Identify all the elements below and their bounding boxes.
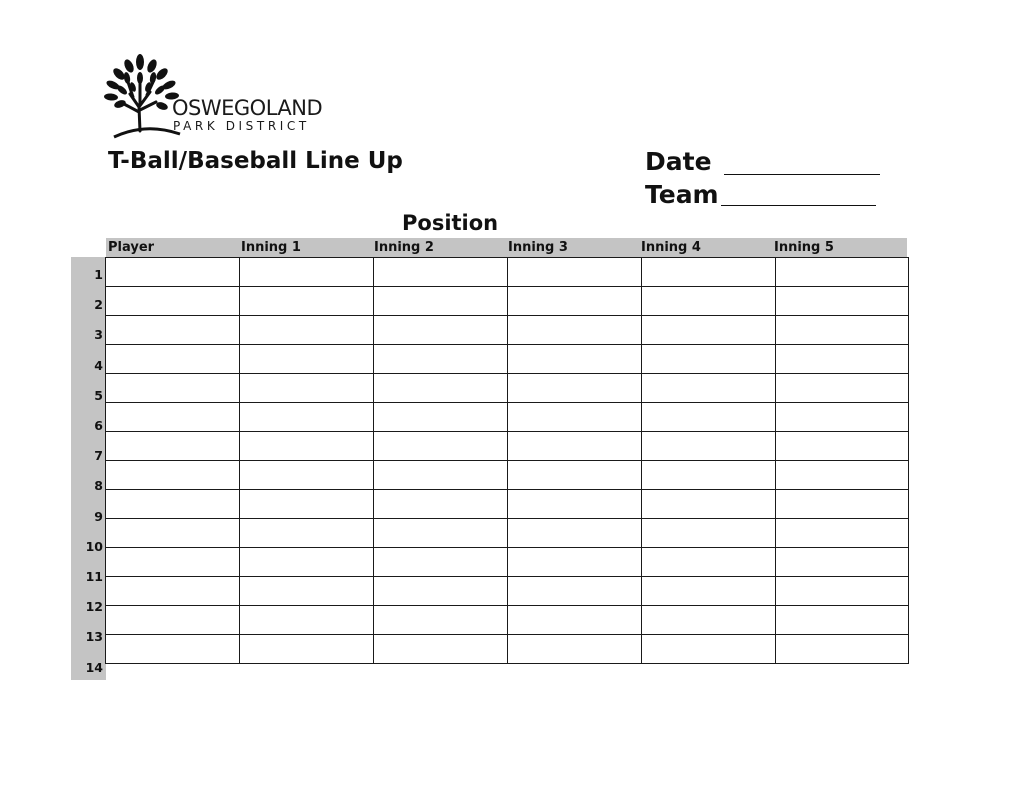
lineup-table — [105, 257, 909, 664]
cell-inning-3[interactable] — [508, 432, 642, 461]
table-row — [106, 432, 909, 461]
row-number: 13 — [85, 629, 103, 645]
row-number: 9 — [94, 508, 103, 524]
table-row — [106, 345, 909, 374]
cell-player[interactable] — [106, 606, 240, 635]
cell-player[interactable] — [106, 345, 240, 374]
column-header-inning-1: Inning 1 — [241, 240, 301, 255]
table-row — [106, 519, 909, 548]
cell-inning-3[interactable] — [508, 635, 642, 664]
cell-inning-2[interactable] — [374, 606, 508, 635]
row-number: 5 — [94, 387, 103, 403]
cell-inning-3[interactable] — [508, 345, 642, 374]
column-header-player: Player — [108, 240, 155, 255]
column-header-inning-3: Inning 3 — [508, 240, 568, 255]
cell-inning-3[interactable] — [508, 374, 642, 403]
cell-inning-1[interactable] — [240, 374, 374, 403]
cell-inning-4[interactable] — [642, 432, 776, 461]
cell-inning-1[interactable] — [240, 287, 374, 316]
cell-inning-4[interactable] — [642, 403, 776, 432]
cell-inning-5[interactable] — [776, 490, 909, 519]
cell-inning-5[interactable] — [776, 316, 909, 345]
cell-inning-4[interactable] — [642, 287, 776, 316]
cell-player[interactable] — [106, 577, 240, 606]
cell-inning-1[interactable] — [240, 606, 374, 635]
cell-inning-2[interactable] — [374, 577, 508, 606]
cell-inning-1[interactable] — [240, 635, 374, 664]
date-label: Date — [645, 147, 712, 176]
cell-inning-2[interactable] — [374, 548, 508, 577]
cell-inning-5[interactable] — [776, 374, 909, 403]
cell-inning-3[interactable] — [508, 287, 642, 316]
cell-inning-4[interactable] — [642, 490, 776, 519]
row-number: 8 — [94, 478, 103, 494]
cell-player[interactable] — [106, 461, 240, 490]
cell-inning-5[interactable] — [776, 403, 909, 432]
cell-player[interactable] — [106, 374, 240, 403]
cell-inning-3[interactable] — [508, 461, 642, 490]
table-row — [106, 461, 909, 490]
table-row — [106, 258, 909, 287]
cell-inning-4[interactable] — [642, 519, 776, 548]
cell-inning-1[interactable] — [240, 490, 374, 519]
cell-inning-3[interactable] — [508, 490, 642, 519]
cell-inning-2[interactable] — [374, 287, 508, 316]
cell-player[interactable] — [106, 635, 240, 664]
cell-inning-3[interactable] — [508, 577, 642, 606]
cell-inning-4[interactable] — [642, 577, 776, 606]
cell-inning-3[interactable] — [508, 519, 642, 548]
position-heading: Position — [402, 211, 499, 235]
cell-inning-5[interactable] — [776, 548, 909, 577]
team-field-line[interactable] — [721, 205, 876, 206]
table-row — [106, 403, 909, 432]
cell-inning-1[interactable] — [240, 403, 374, 432]
cell-inning-1[interactable] — [240, 461, 374, 490]
cell-inning-4[interactable] — [642, 635, 776, 664]
cell-inning-3[interactable] — [508, 316, 642, 345]
row-number: 11 — [85, 569, 103, 584]
cell-inning-3[interactable] — [508, 548, 642, 577]
team-label: Team — [645, 180, 719, 209]
date-field-line[interactable] — [724, 174, 880, 175]
cell-inning-5[interactable] — [776, 287, 909, 316]
cell-inning-1[interactable] — [240, 577, 374, 606]
table-row — [106, 490, 909, 519]
row-number: 10 — [85, 538, 103, 554]
cell-inning-3[interactable] — [508, 403, 642, 432]
cell-inning-4[interactable] — [642, 345, 776, 374]
column-header-inning-4: Inning 4 — [641, 240, 701, 255]
cell-inning-2[interactable] — [374, 519, 508, 548]
cell-inning-4[interactable] — [642, 548, 776, 577]
cell-inning-2[interactable] — [374, 635, 508, 664]
cell-inning-2[interactable] — [374, 490, 508, 519]
cell-inning-2[interactable] — [374, 374, 508, 403]
table-row — [106, 548, 909, 577]
cell-inning-5[interactable] — [776, 258, 909, 287]
cell-inning-2[interactable] — [374, 345, 508, 374]
cell-inning-1[interactable] — [240, 519, 374, 548]
cell-inning-5[interactable] — [776, 432, 909, 461]
cell-inning-5[interactable] — [776, 519, 909, 548]
cell-inning-5[interactable] — [776, 461, 909, 490]
cell-player[interactable] — [106, 287, 240, 316]
table-row — [106, 577, 909, 606]
table-row — [106, 635, 909, 664]
row-number: 4 — [94, 357, 103, 373]
cell-inning-1[interactable] — [240, 548, 374, 577]
cell-inning-2[interactable] — [374, 403, 508, 432]
row-number: 14 — [85, 659, 103, 675]
cell-inning-3[interactable] — [508, 606, 642, 635]
cell-inning-4[interactable] — [642, 316, 776, 345]
cell-inning-5[interactable] — [776, 606, 909, 635]
row-number: 3 — [94, 327, 103, 343]
cell-inning-4[interactable] — [642, 374, 776, 403]
cell-inning-2[interactable] — [374, 461, 508, 490]
row-number: 1 — [94, 267, 103, 282]
cell-inning-1[interactable] — [240, 258, 374, 287]
cell-player[interactable] — [106, 258, 240, 287]
cell-inning-1[interactable] — [240, 316, 374, 345]
row-number: 12 — [85, 599, 103, 615]
cell-inning-5[interactable] — [776, 345, 909, 374]
column-header-inning-5: Inning 5 — [774, 240, 834, 255]
row-number-band — [71, 257, 106, 680]
cell-inning-4[interactable] — [642, 461, 776, 490]
cell-player[interactable] — [106, 548, 240, 577]
cell-player[interactable] — [106, 403, 240, 432]
cell-player[interactable] — [106, 490, 240, 519]
cell-inning-2[interactable] — [374, 432, 508, 461]
cell-inning-4[interactable] — [642, 258, 776, 287]
cell-inning-2[interactable] — [374, 258, 508, 287]
column-header-inning-2: Inning 2 — [374, 240, 434, 255]
row-number: 6 — [94, 418, 103, 433]
cell-inning-4[interactable] — [642, 606, 776, 635]
cell-inning-2[interactable] — [374, 316, 508, 345]
page-title: T-Ball/Baseball Line Up — [108, 148, 403, 174]
cell-player[interactable] — [106, 432, 240, 461]
logo-subtitle: PARK DISTRICT — [173, 119, 310, 133]
cell-inning-1[interactable] — [240, 432, 374, 461]
cell-inning-3[interactable] — [508, 258, 642, 287]
table-row — [106, 374, 909, 403]
table-row — [106, 606, 909, 635]
row-number: 2 — [94, 297, 103, 313]
table-header-bar — [106, 238, 907, 257]
logo-name: OSWEGOLAND — [172, 96, 323, 120]
table-row — [106, 287, 909, 316]
cell-inning-1[interactable] — [240, 345, 374, 374]
cell-inning-5[interactable] — [776, 635, 909, 664]
cell-player[interactable] — [106, 316, 240, 345]
cell-inning-5[interactable] — [776, 577, 909, 606]
table-row — [106, 316, 909, 345]
oswegoland-logo — [100, 52, 330, 142]
row-number: 7 — [94, 448, 103, 464]
cell-player[interactable] — [106, 519, 240, 548]
